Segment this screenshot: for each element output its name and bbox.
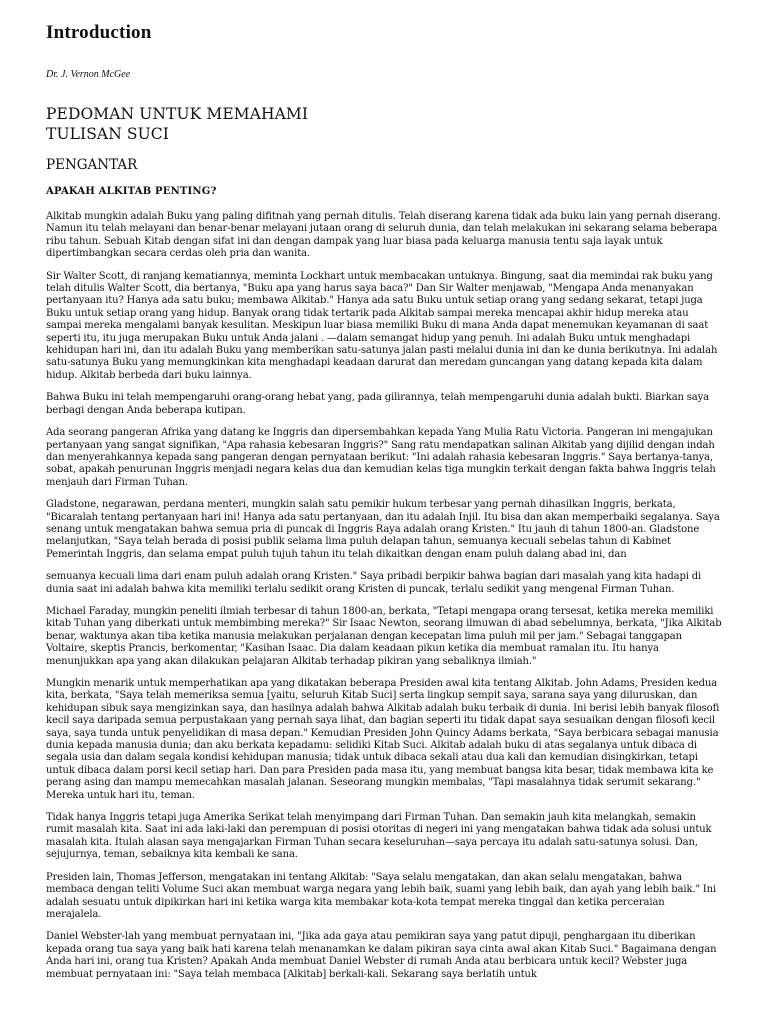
document-title [46,104,308,144]
author-byline: Dr. J. Vernon McGee [46,69,131,80]
paragraph-10: Presiden lain, Thomas Jefferson, mengatakan ini tentang Alkitab: "Saya selalu mengatakan, dan akan selalu mengatakan, bahwa membaca dengan teliti Volume Suci akan membuat warga negara yang lebih baik, suami yang lebih baik, dan ayah yang lebih baik." Ini adalah sesuatu untuk dipikirkan hari ini ketika warga kita membakar kota-kota tempat mereka tinggal dan ketika perceraian merajalela. [46,871,717,920]
paragraph-5: Gladstone, negarawan, perdana menteri, mungkin salah satu pemikir hukum terbesar yang pernah dihasilkan Inggris, berkata, "Bicaralah tentang pertanyaan hari ini! Hanya ada satu pertanyaan, dan itu adalah Injil. Itu bisa dan akan memperbaiki segalanya. Saya senang untuk mengatakan bahwa semua pria di puncak di Inggris Raya adalah orang Kristen." Itu jauh di tahun 1800-an. Gladstone melanjutkan, "Saya telah berada di posisi publik selama lima puluh delapan tahun, semuanya kecuali sebelas tahun di Kabinet Pemerintah Inggris, dan selama empat puluh tujuh tahun itu telah dikaitkan dengan enam puluh dalang abad ini, dan [46,499,720,560]
document-title-line-1: PEDOMAN UNTUK MEMAHAMI [46,105,309,123]
paragraph-9: Tidak hanya Inggris tetapi juga Amerika Serikat telah menyimpang dari Firman Tuhan. Dan semakin jauh kita melangkah, semakin rumit masalah kita. Saat ini ada laki-laki dan perempuan di posisi otoritas di negeri ini yang mengatakan bahwa tidak ada solusi untuk masalah kita. Itulah alasan saya mengajarkan Firman Tuhan secara keseluruhan—saya percaya itu adalah satu-satunya solusi. Dan, sejujurnya, teman, sebaiknya kita kembali ke sana. [46,812,712,861]
document-title-line-2: TULISAN SUCI [46,125,169,143]
paragraph-7: Michael Faraday, mungkin peneliti ilmiah terbesar di tahun 1800-an, berkata, "Tetapi mengapa orang tersesat, ketika mereka memiliki kitab Tuhan yang diberkati untuk membimbing mereka?" Sir Isaac Newton, seorang ilmuwan di abad sebelumnya, berkata, "Jika Alkitab benar, waktunya akan tiba ketika manusia melakukan perjalanan dengan kecepatan lima puluh mil per jam." Sebagai tanggapan Voltaire, skeptis Prancis, berkomentar, "Kasihan Isaac. Dia dalam keadaan pikun ketika dia membuat ramalan itu. Itu hanya menunjukkan apa yang akan dilakukan pelajaran Alkitab terhadap pikiran yang sebaliknya ilmiah." [46,605,722,667]
paragraph-2: Sir Walter Scott, di ranjang kematiannya, meminta Lockhart untuk membacakan untuknya. Bingung, saat dia memindai rak buku yang telah ditulis Walter Scott, dia bertanya, "Buku apa yang harus saya baca?" Dan Sir Walter menjawab, "Mengapa Anda menanyakan pertanyaan itu? Hanya ada satu buku; membawa Alkitab." Hanya ada satu Buku untuk setiap orang yang sedang sekarat, tetapi juga Buku untuk setiap orang yang hidup. Banyak orang tidak tertarik pada Alkitab sampai mereka mencapai akhir hidup mereka atau sampai mereka mengalami banyak kesulitan. Meskipun luar biasa memiliki Buku di mana Anda dapat menemukan keyamanan di saat seperti itu, itu juga merupakan Buku untuk Anda jalani . —dalam semangat hidup yang penuh. Ini adalah Buku untuk menghadapi kehidupan hari ini, dan itu adalah Buku yang memberikan satu-satunya jalan pasti melalui dunia ini dan ke dunia berikutnya. Ini adalah satu-satunya Buku yang memungkinkan kita menghadapi keadaan darurat dan meredam guncangan yang datang kepada kita dalam hidup. Alkitab berbeda dari buku lainnya. [46,270,718,381]
paragraph-6: semuanya kecuali lima dari enam puluh adalah orang Kristen." Saya pribadi berpikir bahwa bagian dari masalah yang kita hadapi di dunia saat ini adalah bahwa kita memiliki terlalu sedikit orang Kristen di puncak, terlalu sedikit yang mengenal Firman Tuhan. [46,571,702,595]
subsection-heading: APAKAH ALKITAB PENTING? [46,186,217,197]
section-heading: PENGANTAR [46,157,138,173]
paragraph-11: Daniel Webster-lah yang membuat pernyataan ini, "Jika ada gaya atau pemikiran saya yang patut dipuji, penghargaan itu diberikan kepada orang tua saya yang baik hati karena telah menanamkan ke dalam pikiran saya cinta awal akan Kitab Suci." Bagaimana dengan Anda hari ini, orang tua Kristen? Apakah Anda membuat Daniel Webster di rumah Anda atau berbicara untuk kecil? Webster juga membuat pernyataan ini: "Saya telah membaca [Alkitab] berkali-kali. Sekarang saya berlatih untuk [46,931,717,980]
paragraph-8: Mungkin menarik untuk memperhatikan apa yang dikatakan beberapa Presiden awal kita tentang Alkitab. John Adams, Presiden kedua kita, berkata, "Saya telah memeriksa semua [yaitu, seluruh Kitab Suci] serta lingkup sempit saya, sarana saya yang diluruskan, dan kehidupan sibuk saya mengizinkan saya, dan hasilnya adalah bahwa Alkitab adalah buku terbaik di dunia. Ini berisi lebih banyak filosofi kecil saya daripada semua perpustakaan yang pernah saya lihat, dan bagian seperti itu tidak dapat saya sesuaikan dengan filosofi kecil saya, saya tunda untuk penyelidikan di masa depan." Kemudian Presiden John Quincy Adams berkata, "Saya berbicara sebagai manusia dunia kepada manusia dunia; dan aku berkata kepadamu: selidiki Kitab Suci. Alkitab adalah buku di atas segalanya untuk dibaca di segala usia dan dalam segala kondisi kehidupan manusia; tidak untuk dibaca sekali atau dua kali dan kemudian disingkirkan, tetapi untuk dibaca dalam porsi kecil setiap hari. Dan para Presiden pada masa itu, yang membuat bangsa kita besar, tidak membawa kita ke perang asing dan mampu memecahkan masalah jalanan. Seseorang mungkin membalas, "Tapi masalahnya tidak serumit sekarang." Mereka untuk hari itu, teman. [46,678,720,801]
body-text [46,211,722,991]
paragraph-1: Alkitab mungkin adalah Buku yang paling difitnah yang pernah ditulis. Telah diserang karena tidak ada buku lain yang pernah diserang. Namun itu telah melayani dan benar-benar melayani jutaan orang di seluruh dunia, dan telah melakukan ini sekarang selama beberapa ribu tahun. Sebuah Kitab dengan sifat ini dan dengan dampak yang luar biasa pada keluarga manusia tentu saja layak untuk dipertimbangkan secara cerdas oleh pria dan wanita. [46,211,721,260]
paragraph-3: Bahwa Buku ini telah mempengaruhi orang-orang hebat yang, pada gilirannya, telah mempengaruhi dunia adalah bukti. Biarkan saya berbagi dengan Anda beberapa kutipan. [46,392,709,416]
page-heading: Introduction [46,22,152,43]
paragraph-4: Ada seorang pangeran Afrika yang datang ke Inggris dan dipersembahkan kepada Yang Mulia Ratu Victoria. Pangeran ini mengajukan pertanyaan yang sangat signifikan, "Apa rahasia kebesaran Inggris?" Sang ratu mendapatkan salinan Alkitab yang dijilid dengan indah dan menyerahkannya kepada sang pangeran dengan pernyataan berikut: "Ini adalah rahasia kebesaran Inggris." Saya bertanya-tanya, sobat, apakah penurunan Inggris menjadi negara kelas dua dan kemudian kelas tiga mungkin terkait dengan fakta bahwa Inggris telah menjauh dari Firman Tuhan. [46,427,716,488]
